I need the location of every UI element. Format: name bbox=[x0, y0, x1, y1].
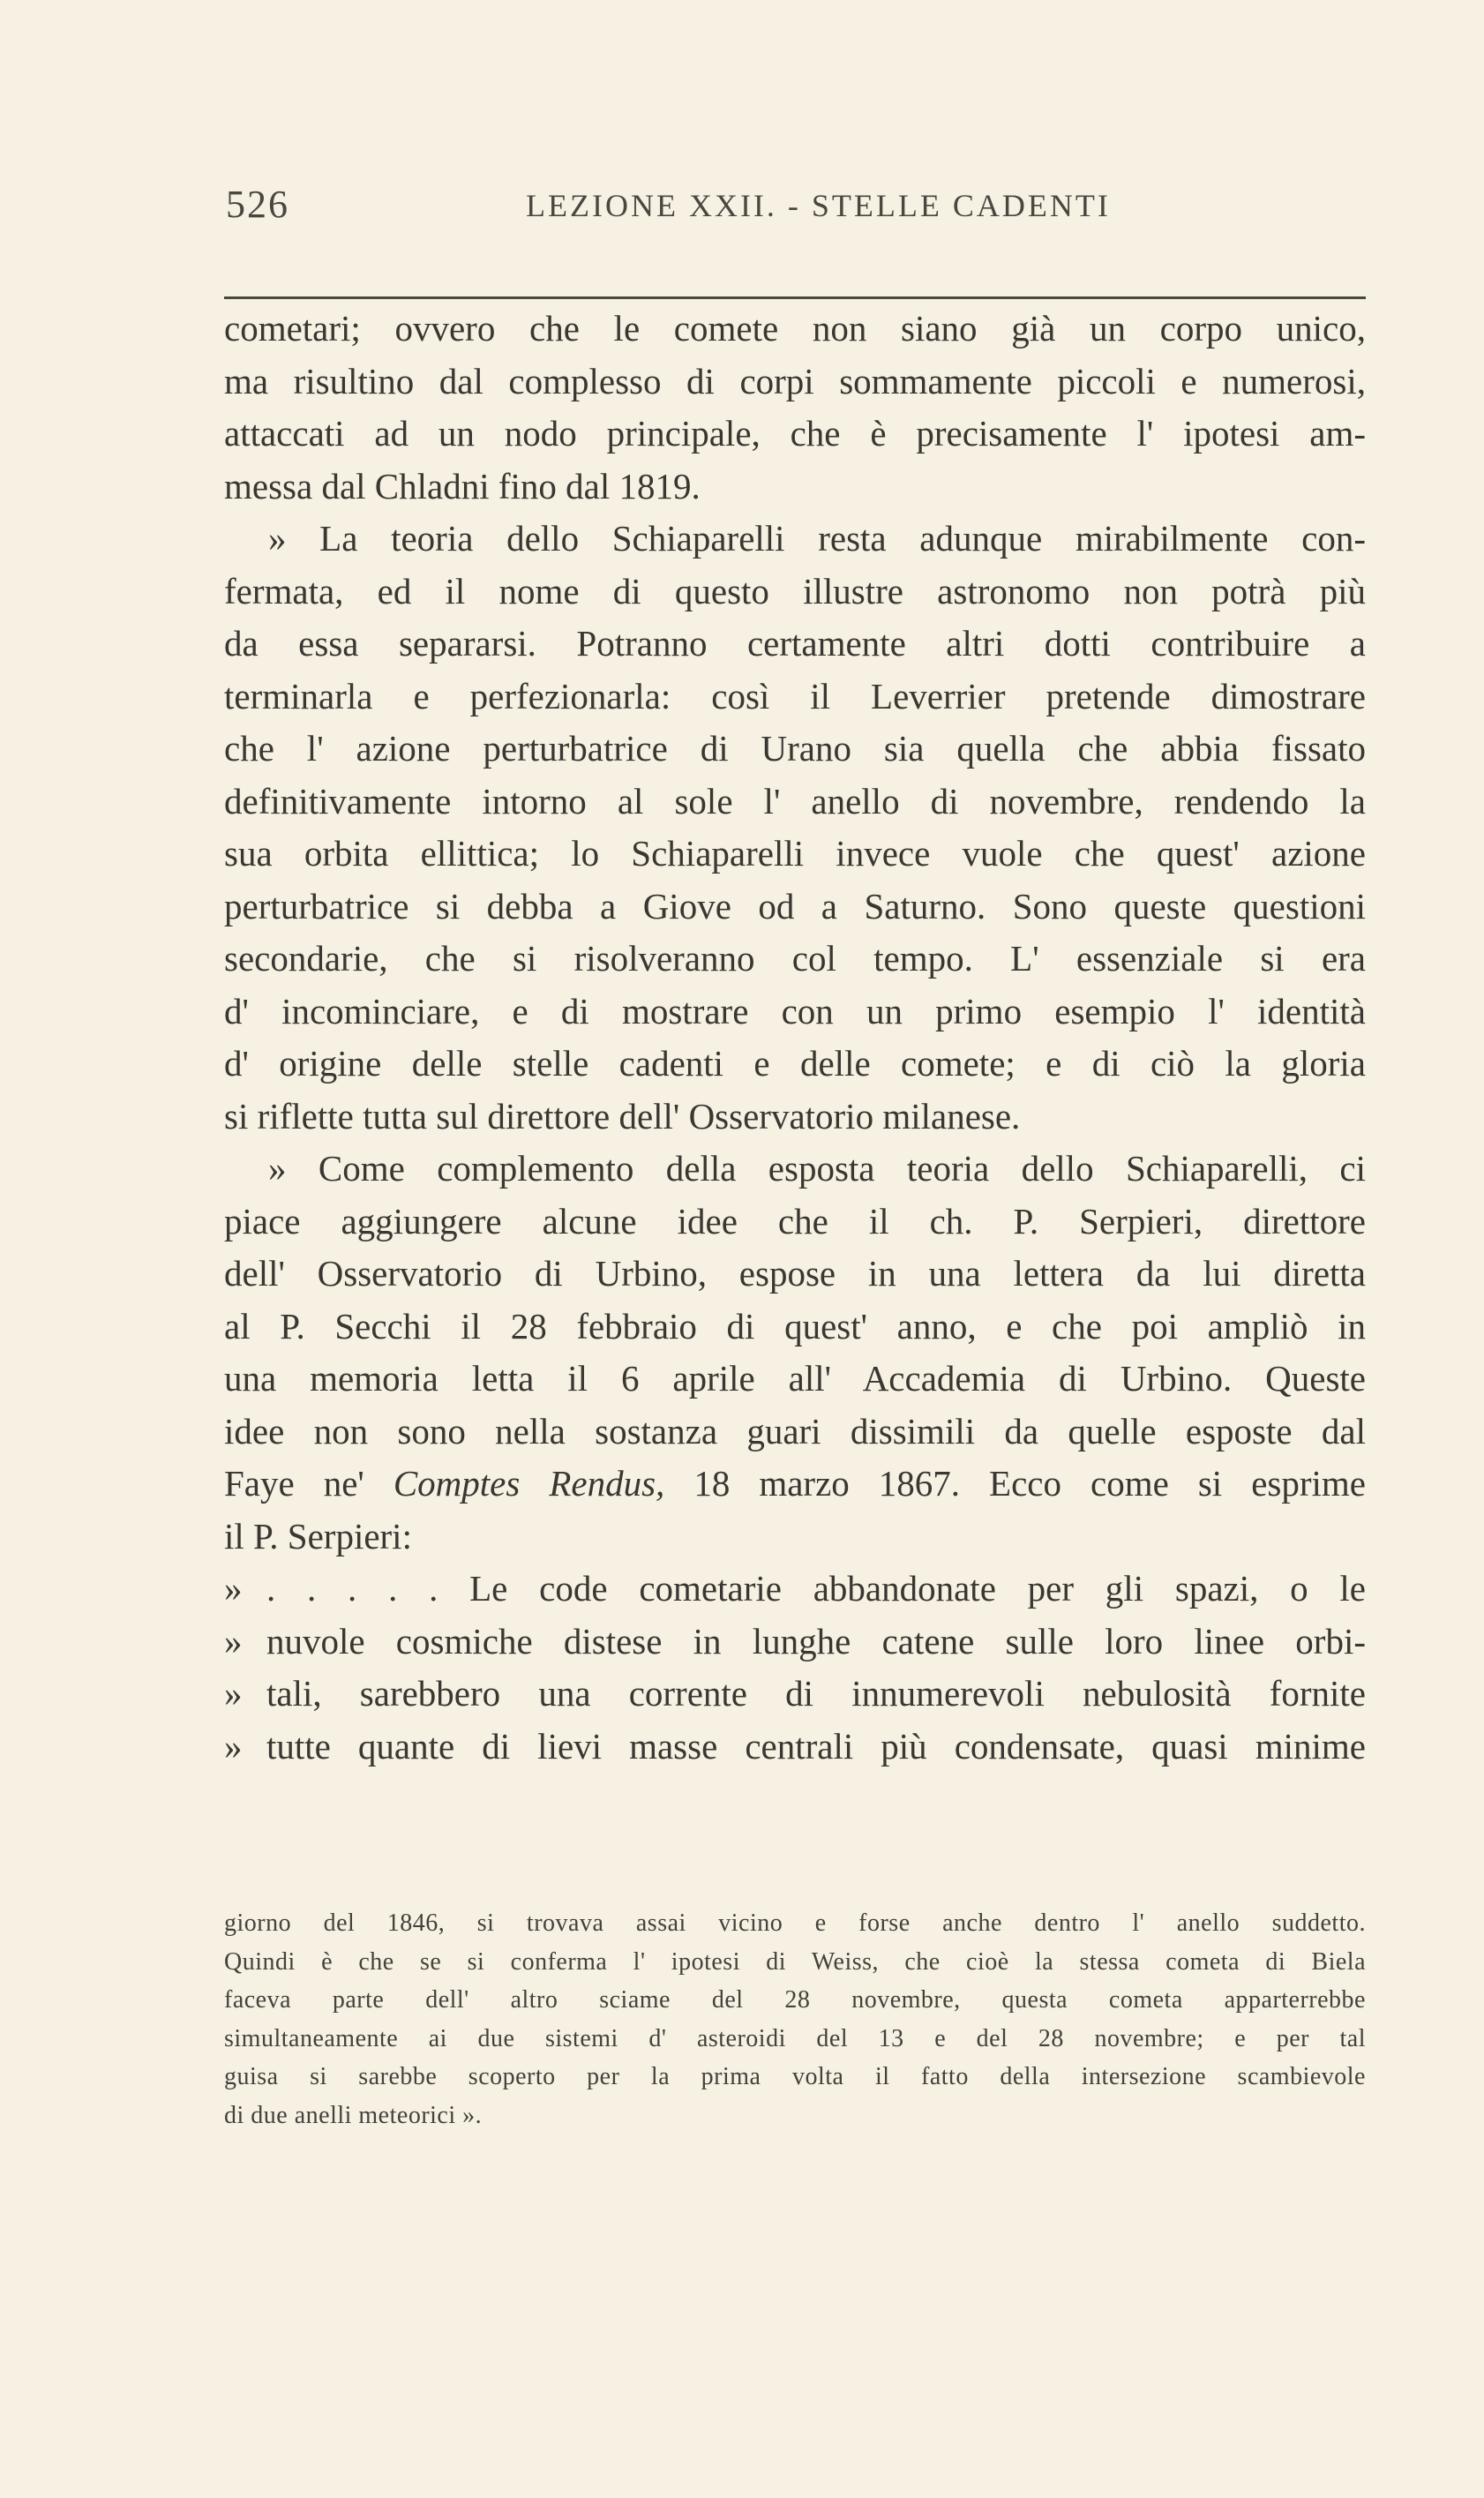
quote-mark: » bbox=[224, 1725, 243, 1767]
footnote-line: giorno del 1846, si trovava assai vicino e forse anche dentro l' anello suddetto. bbox=[224, 1909, 1366, 1937]
text-line: terminarla e perfezionarla: così il Leverrier pretende dimostrare bbox=[224, 675, 1366, 716]
running-head: LEZIONE XXII. - STELLE CADENTI bbox=[526, 188, 1111, 223]
text-line: da essa separarsi. Potranno certamente altri dotti contribuire a bbox=[224, 623, 1366, 664]
footnote-line: di due anelli meteorici ». bbox=[224, 2101, 483, 2129]
page-header bbox=[226, 182, 1364, 235]
quote-mark: » bbox=[224, 1568, 243, 1609]
footnote-line: simultaneamente ai due sistemi d' asteroidi del 13 e del 28 novembre; e per tal bbox=[224, 2024, 1366, 2052]
text-line: dell' Osservatorio di Urbino, espose in una lettera da lui diretta bbox=[224, 1253, 1366, 1294]
faye-text-before: Faye ne' bbox=[224, 1463, 393, 1504]
text-line: il P. Serpieri: bbox=[224, 1515, 412, 1557]
text-line: fermata, ed il nome di questo illustre astronomo non potrà più bbox=[224, 570, 1366, 611]
footnote-line: faceva parte dell' altro sciame del 28 novembre, questa cometa apparterrebbe bbox=[224, 1986, 1366, 2014]
quote-text: . . . . . Le code cometarie abbandonate per gli spazi, o le bbox=[266, 1568, 1366, 1609]
text-line: cometari; ovvero che le comete non siano già un corpo unico, bbox=[224, 308, 1366, 349]
quote-line bbox=[224, 1563, 1366, 1616]
text-line: idee non sono nella sostanza guari dissimili da quelle esposte dal bbox=[224, 1410, 1366, 1452]
text-line: d' incominciare, e di mostrare con un primo esempio l' identità bbox=[224, 990, 1366, 1031]
text-line: attaccati ad un nodo principale, che è precisamente l' ipotesi am- bbox=[224, 413, 1366, 454]
quote-mark: » bbox=[224, 1620, 243, 1662]
text-line: sua orbita ellittica; lo Schiaparelli invece vuole che quest' azione bbox=[224, 833, 1366, 874]
text-line: che l' azione perturbatrice di Urano sia quella che abbia fissato bbox=[224, 728, 1366, 769]
footnote-line: Quindi è che se si conferma l' ipotesi di Weiss, che cioè la stessa cometa di Biela bbox=[224, 1947, 1366, 1976]
quote-text: tali, sarebbero una corrente di innumerevoli nebulosità fornite bbox=[266, 1673, 1366, 1714]
text-line: si riflette tutta sul direttore dell' Osservatorio milanese. bbox=[224, 1095, 1021, 1136]
footnote bbox=[224, 1904, 1366, 2134]
quote-line bbox=[224, 1668, 1366, 1721]
text-line: » La teoria dello Schiaparelli resta adunque mirabilmente con- bbox=[268, 518, 1366, 559]
text-line: al P. Secchi il 28 febbraio di quest' anno, e che poi ampliò in bbox=[224, 1305, 1366, 1347]
text-line: secondarie, che si risolveranno col tempo. L' essenziale si era bbox=[224, 938, 1366, 979]
main-text bbox=[224, 303, 1366, 1773]
quote-mark: » bbox=[224, 1673, 243, 1714]
text-line: » Come complemento della esposta teoria dello Schiaparelli, ci bbox=[268, 1148, 1366, 1189]
journal-title: Comptes Rendus, bbox=[393, 1463, 665, 1504]
text-line-faye bbox=[224, 1458, 1366, 1511]
quote-line bbox=[224, 1616, 1366, 1669]
faye-text-after: 18 marzo 1867. Ecco come si esprime bbox=[664, 1463, 1366, 1504]
footnote-line: guisa si sarebbe scoperto per la prima volta il fatto della intersezione scambievole bbox=[224, 2063, 1366, 2090]
text-line: piace aggiungere alcune idee che il ch. P. Serpieri, direttore bbox=[224, 1200, 1366, 1241]
quote-text: tutte quante di lievi masse centrali più condensate, quasi minime bbox=[266, 1725, 1366, 1767]
text-line: perturbatrice si debba a Giove od a Saturno. Sono queste questioni bbox=[224, 885, 1366, 926]
quote-line bbox=[224, 1721, 1366, 1774]
text-line: messa dal Chladni fino dal 1819. bbox=[224, 465, 701, 506]
text-line: ma risultino dal complesso di corpi sommamente piccoli e numerosi, bbox=[224, 360, 1366, 401]
text-line: d' origine delle stelle cadenti e delle comete; e di ciò la gloria bbox=[224, 1043, 1366, 1084]
header-rule bbox=[224, 296, 1366, 299]
text-line: una memoria letta il 6 aprile all' Accademia di Urbino. Queste bbox=[224, 1358, 1366, 1399]
page-number: 526 bbox=[226, 183, 289, 226]
quote-text: nuvole cosmiche distese in lunghe catene sulle loro linee orbi- bbox=[266, 1620, 1366, 1662]
text-line: definitivamente intorno al sole l' anello di novembre, rendendo la bbox=[224, 780, 1366, 821]
